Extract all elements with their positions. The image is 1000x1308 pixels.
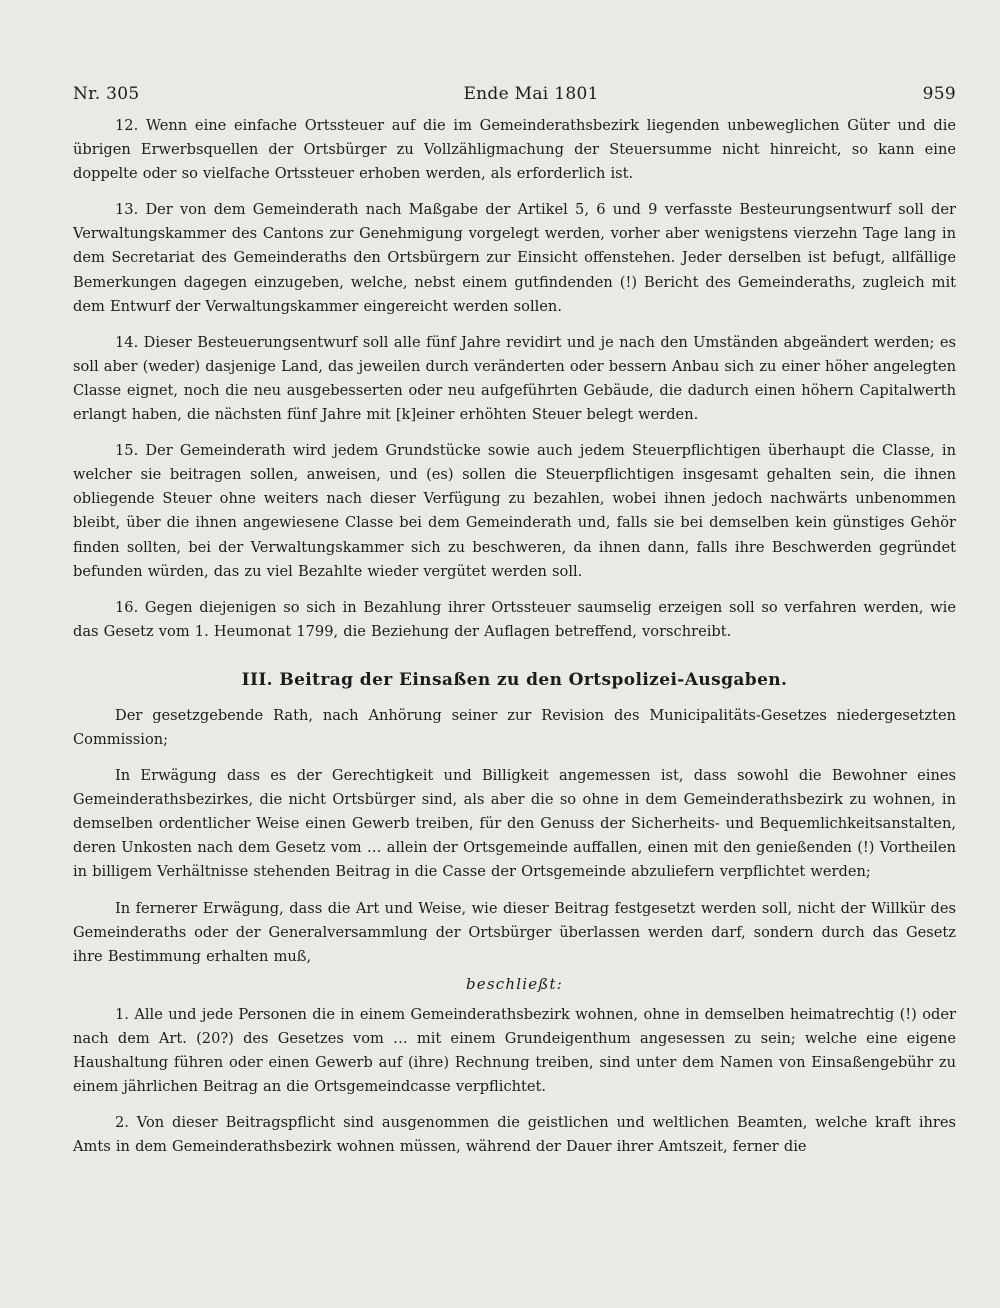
- article-16-paragraph: 16. Gegen diejenigen so sich in Bezahlung ihrer Ortssteuer saumselig erzeigen soll so verfahren werden, wie das Gesetz vom 1. Heumonat 1799, die Beziehung der Auflagen betreffend, vorschreibt.: [73, 598, 956, 640]
- section-article-1-paragraph: 1. Alle und jede Personen die in einem Gemeinderathsbezirk wohnen, ohne in demselben heimatrechtig (!) oder nach dem Art. (20?) des Gesetzes vom … mit einem Grundeigenthum angesessen zu sein; welche eine eigene Haushaltung führen oder einen Gewerb auf (ihre) Rechnung treiben, sind unter dem Namen von Einsaßengebühr zu einem jährlichen Beitrag an die Ortsgemeindcasse verpflichtet.: [73, 1005, 956, 1096]
- article-14-paragraph: 14. Dieser Besteuerungsentwurf soll alle fünf Jahre revidirt und je nach den Umständen abgeändert werden; es soll aber (weder) dasjenige Land, das jeweilen durch veränderten oder bessern Anbau sich zu einer höher angelegten Classe eignet, noch die neu ausgebesserten oder neu aufgeführten Gebäude, die dadurch einen höhern Capitalwerth erlangt haben, die nächsten fünf Jahre mit [k]einer erhöhten Steuer belegt werden.: [73, 333, 956, 424]
- preamble-paragraph: Der gesetzgebende Rath, nach Anhörung seiner zur Revision des Municipalitäts-Gesetzes niedergesetzten Commission;: [73, 706, 956, 748]
- page-number: 959: [922, 84, 956, 104]
- article-15-paragraph: 15. Der Gemeinderath wird jedem Grundstücke sowie auch jedem Steuerpflichtigen überhaupt die Classe, in welcher sie beitragen sollen, anweisen, und (es) sollen die Steuerpflichtigen insgesamt gehalten sein, die ihnen obliegende Steuer ohne weiters nach dieser Verfügung zu bezahlen, wobei ihnen jedoch nachwärts unbenommen bleibt, über die ihnen angewiesene Classe bei dem Gemeinderath und, falls sie bei demselben kein günstiges Gehör finden sollten, bei der Verwaltungskammer sich zu beschweren, da ihnen dann, falls ihre Beschwerden gegründet befunden würden, das zu viel Bezahlte wieder vergütet werden soll.: [73, 442, 956, 580]
- document-date: Ende Mai 1801: [463, 84, 599, 104]
- running-header: [73, 84, 956, 104]
- consideration-paragraph: In Erwägung dass es der Gerechtigkeit und Billigkeit angemessen ist, dass sowohl die Bewohner eines Gemeinderathsbezirkes, die nicht Ortsbürger sind, als aber die so ohne in dem Gemeinderathsbezirk zu wohnen, in demselben ordentlicher Weise einen Gewerb treiben, für den Genuss der Sicherheits- und Bequemlichkeitsanstalten, deren Unkosten nach dem Gesetz vom … allein der Ortsgemeinde auffallen, einen mit den genießenden (!) Vortheilen in billigem Verhältnisse stehenden Beitrag in die Casse der Ortsgemeinde abzuliefern verpflichtet werden;: [73, 767, 956, 881]
- article-13-paragraph: 13. Der von dem Gemeinderath nach Maßgabe der Artikel 5, 6 und 9 verfasste Besteurungsentwurf soll der Verwaltungskammer des Cantons zur Genehmigung vorgelegt werden, vorher aber wenigstens vierzehn Tage lang in dem Secretariat des Gemeinderaths den Ortsbürgern zur Einsicht offenstehen. Jeder derselben ist befugt, allfällige Bemerkungen dagegen einzugeben, welche, nebst einem gutfindenden (!) Bericht des Gemeinderaths, zugleich mit dem Entwurf der Verwaltungskammer eingereicht werden sollen.: [73, 201, 956, 315]
- resolution-formula: beschließt:: [465, 974, 563, 993]
- article-12-paragraph: 12. Wenn eine einfache Ortssteuer auf die im Gemeinderathsbezirk liegenden unbeweglichen Güter und die übrigen Erwerbsquellen der Ortsbürger zu Vollzähligmachung der Steuersumme nicht hinreicht, so kann eine doppelte oder so vielfache Ortssteuer erhoben werden, als erforderlich ist.: [73, 117, 956, 183]
- further-consideration-paragraph: In fernerer Erwägung, dass die Art und Weise, wie dieser Beitrag festgesetzt werden soll, nicht der Willkür des Gemeinderaths oder der Generalversammlung der Ortsbürger überlassen werden darf, sondern durch das Gesetz ihre Bestimmung erhalten muß,: [73, 899, 956, 965]
- section-heading: III. Beitrag der Einsaßen zu den Ortspolizei-Ausgaben.: [241, 669, 788, 690]
- section-article-2-paragraph: 2. Von dieser Beitragspflicht sind ausgenommen die geistlichen und weltlichen Beamten, welche kraft ihres Amts in dem Gemeinderathsbezirk wohnen müssen, während der Dauer ihrer Amtszeit, ferner die: [73, 1114, 956, 1156]
- document-number: Nr. 305: [73, 84, 140, 104]
